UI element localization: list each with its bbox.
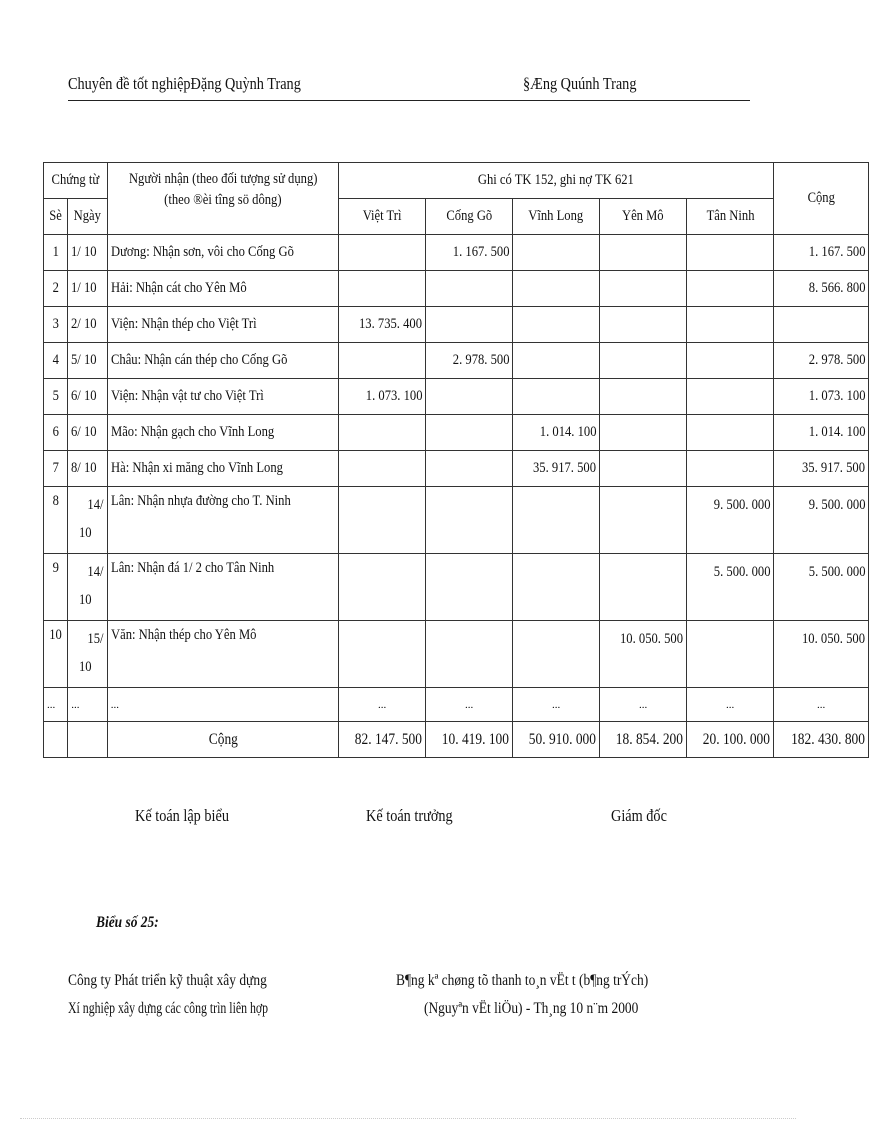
cell-total: 2. 978. 500: [774, 343, 869, 379]
cell-desc: Văn: Nhận thép cho Yên Mô: [107, 621, 338, 688]
signature-chief-accountant: Kế toán trưởng: [366, 806, 453, 825]
cell-viet-tri: 1. 073. 100: [339, 379, 426, 415]
cell-ngay: 6/ 10: [68, 415, 108, 451]
cell-tan-ninh: [687, 379, 774, 415]
cell-so: 2: [44, 271, 68, 307]
cell-ngay: 2/ 10: [68, 307, 108, 343]
ellipsis-cell: ...: [44, 688, 68, 722]
totals-row: [44, 722, 869, 758]
ellipsis-cell: ...: [68, 688, 108, 722]
signature-accountant: Kế toán lập biểu: [135, 806, 229, 825]
cell-vinh-long: [513, 487, 600, 554]
totals-label: Cộng: [107, 722, 338, 758]
document-subtitle: (Nguyªn vËt liÖu) - Th¸ng 10 n¨m 2000: [424, 1000, 639, 1017]
cell-cong-go: [426, 271, 513, 307]
cell-tan-ninh: 9. 500. 000: [687, 487, 774, 554]
cell-viet-tri: [339, 554, 426, 621]
cell-vinh-long: [513, 621, 600, 688]
page-header: [68, 72, 750, 101]
table-row: [44, 379, 869, 415]
cell-ngay: 14/ 10: [68, 554, 108, 621]
total-viet-tri: 82. 147. 500: [339, 722, 426, 758]
cell-so: 10: [44, 621, 68, 688]
ellipsis-cell: ...: [513, 688, 600, 722]
cell-yen-mo: [600, 343, 687, 379]
table-row: [44, 271, 869, 307]
cell-ngay: 14/ 10: [68, 487, 108, 554]
enterprise-name: Xí nghiệp xây dựng các công trìn liên hợp: [68, 1000, 269, 1017]
cell-cong-go: [426, 621, 513, 688]
cell-vinh-long: [513, 235, 600, 271]
cell-so: 5: [44, 379, 68, 415]
cell-total: 1. 073. 100: [774, 379, 869, 415]
cell-desc: Dương: Nhận sơn, vôi cho Cống Gõ: [107, 235, 338, 271]
cell-cong-go: 1. 167. 500: [426, 235, 513, 271]
cell-ngay: 5/ 10: [68, 343, 108, 379]
cell-so: 8: [44, 487, 68, 554]
cell-yen-mo: [600, 554, 687, 621]
header-left-text: Chuyên đề tốt nghiệpĐặng Quỳnh Trang: [68, 74, 301, 93]
total-vinh-long: 50. 910. 000: [513, 722, 600, 758]
cell-viet-tri: [339, 343, 426, 379]
table-row: [44, 487, 869, 554]
cell-tan-ninh: [687, 415, 774, 451]
company-name: Công ty Phát triển kỹ thuật xây dựng: [68, 972, 267, 989]
cell-ngay: 6/ 10: [68, 379, 108, 415]
header-vinh-long: Vĩnh Long: [513, 199, 600, 235]
cell-viet-tri: [339, 271, 426, 307]
cell-total: 8. 566. 800: [774, 271, 869, 307]
cell-yen-mo: 10. 050. 500: [600, 621, 687, 688]
cell-ngay: 1/ 10: [68, 235, 108, 271]
cell-so: 6: [44, 415, 68, 451]
cell-tan-ninh: [687, 451, 774, 487]
form-number: Biểu số 25:: [96, 914, 159, 931]
cell-viet-tri: [339, 451, 426, 487]
table-row: [44, 451, 869, 487]
cell-tan-ninh: [687, 621, 774, 688]
cell-yen-mo: [600, 487, 687, 554]
cell-so: 7: [44, 451, 68, 487]
cell-desc: Viện: Nhận vật tư cho Việt Trì: [107, 379, 338, 415]
cell-vinh-long: [513, 343, 600, 379]
cell-total: 35. 917. 500: [774, 451, 869, 487]
ellipsis-cell: ...: [107, 688, 338, 722]
header-viet-tri: Việt Trì: [339, 199, 426, 235]
table-row: [44, 235, 869, 271]
cell-so: 3: [44, 307, 68, 343]
cell-so: 9: [44, 554, 68, 621]
cell-yen-mo: [600, 451, 687, 487]
cell-cong-go: [426, 487, 513, 554]
totals-empty: [44, 722, 68, 758]
cell-viet-tri: [339, 415, 426, 451]
total-tan-ninh: 20. 100. 000: [687, 722, 774, 758]
ellipsis-cell: ...: [426, 688, 513, 722]
document-title: B¶ng kª chøng tõ thanh to¸n vËt t (b¶ng trÝch): [396, 972, 649, 989]
total-yen-mo: 18. 854. 200: [600, 722, 687, 758]
cell-total: [774, 307, 869, 343]
cell-yen-mo: [600, 235, 687, 271]
ellipsis-cell: ...: [339, 688, 426, 722]
cell-vinh-long: 1. 014. 100: [513, 415, 600, 451]
cell-vinh-long: 35. 917. 500: [513, 451, 600, 487]
cell-cong-go: [426, 379, 513, 415]
cell-cong-go: [426, 451, 513, 487]
cell-tan-ninh: [687, 271, 774, 307]
cell-ngay: 15/ 10: [68, 621, 108, 688]
cell-yen-mo: [600, 379, 687, 415]
cell-desc: Viện: Nhận thép cho Việt Trì: [107, 307, 338, 343]
ellipsis-row: [44, 688, 869, 722]
table-row: [44, 415, 869, 451]
cell-ngay: 1/ 10: [68, 271, 108, 307]
totals-empty: [68, 722, 108, 758]
cell-vinh-long: [513, 379, 600, 415]
cell-yen-mo: [600, 271, 687, 307]
header-yen-mo: Yên Mô: [600, 199, 687, 235]
cell-desc: Mão: Nhận gạch cho Vĩnh Long: [107, 415, 338, 451]
cell-cong-go: [426, 554, 513, 621]
cell-cong-go: [426, 307, 513, 343]
cell-desc: Lân: Nhận đá 1/ 2 cho Tân Ninh: [107, 554, 338, 621]
cell-tan-ninh: 5. 500. 000: [687, 554, 774, 621]
ledger-table: [43, 162, 869, 758]
header-nguoi-nhan: Người nhận (theo đối tượng sử dụng) (theo ®èi tîng sö dông): [107, 163, 338, 235]
cell-yen-mo: [600, 307, 687, 343]
cell-cong-go: [426, 415, 513, 451]
grand-total: 182. 430. 800: [774, 722, 869, 758]
cell-viet-tri: [339, 235, 426, 271]
table-row: [44, 621, 869, 688]
page-bottom-rule: [20, 1118, 796, 1119]
header-ghi-co: Ghi có TK 152, ghi nợ TK 621: [339, 163, 774, 199]
header-row-1: [44, 163, 869, 199]
cell-desc: Lân: Nhận nhựa đường cho T. Ninh: [107, 487, 338, 554]
cell-desc: Hà: Nhận xi măng cho Vĩnh Long: [107, 451, 338, 487]
header-chung-tu: Chứng từ: [44, 163, 108, 199]
cell-desc: Châu: Nhận cán thép cho Cống Gõ: [107, 343, 338, 379]
cell-ngay: 8/ 10: [68, 451, 108, 487]
cell-total: 9. 500. 000: [774, 487, 869, 554]
header-right-text: §Æng Quúnh Trang: [523, 74, 637, 93]
total-cong-go: 10. 419. 100: [426, 722, 513, 758]
cell-desc: Hải: Nhận cát cho Yên Mô: [107, 271, 338, 307]
cell-viet-tri: 13. 735. 400: [339, 307, 426, 343]
cell-viet-tri: [339, 487, 426, 554]
table-row: [44, 554, 869, 621]
table-row: [44, 343, 869, 379]
header-cong-go: Cống Gõ: [426, 199, 513, 235]
table-row: [44, 307, 869, 343]
cell-total: 5. 500. 000: [774, 554, 869, 621]
cell-viet-tri: [339, 621, 426, 688]
ellipsis-cell: ...: [600, 688, 687, 722]
header-so: Sè: [44, 199, 68, 235]
header-cong: Cộng: [774, 163, 869, 235]
cell-so: 1: [44, 235, 68, 271]
header-ngay: Ngày: [68, 199, 108, 235]
cell-vinh-long: [513, 554, 600, 621]
cell-tan-ninh: [687, 343, 774, 379]
signature-director: Giám đốc: [611, 806, 667, 825]
cell-total: 1. 014. 100: [774, 415, 869, 451]
cell-total: 1. 167. 500: [774, 235, 869, 271]
header-tan-ninh: Tân Ninh: [687, 199, 774, 235]
cell-yen-mo: [600, 415, 687, 451]
cell-tan-ninh: [687, 235, 774, 271]
cell-vinh-long: [513, 271, 600, 307]
cell-vinh-long: [513, 307, 600, 343]
cell-total: 10. 050. 500: [774, 621, 869, 688]
cell-so: 4: [44, 343, 68, 379]
cell-tan-ninh: [687, 307, 774, 343]
ellipsis-cell: ...: [774, 688, 869, 722]
ellipsis-cell: ...: [687, 688, 774, 722]
cell-cong-go: 2. 978. 500: [426, 343, 513, 379]
